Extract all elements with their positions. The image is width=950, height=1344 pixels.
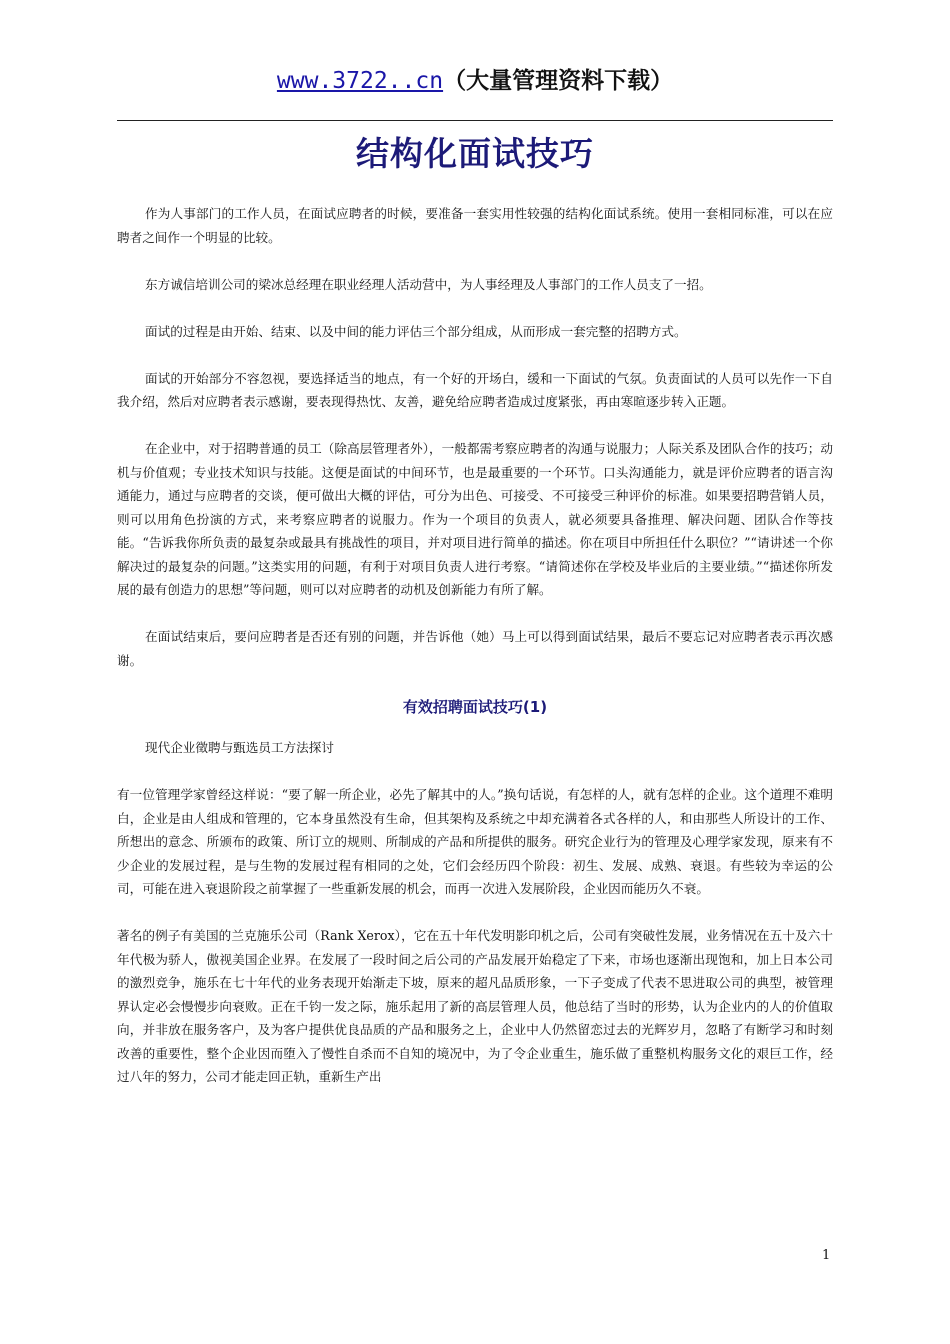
paragraph: 在面试结束后，要问应聘者是否还有别的问题，并告诉他（她）马上可以得到面试结果，最后不要忘记对应聘者表示再次感谢。 xyxy=(117,629,833,668)
paragraph: 面试的开始部分不容忽视，要选择适当的地点，有一个好的开场白，缓和一下面试的气氛。负责面试的人员可以先作一下自我介绍，然后对应聘者表示感谢，要表现得热忱、友善，避免给应聘者造成过度紧张，再由寒暄逐步转入正题。 xyxy=(117,370,833,409)
paragraph: 在企业中，对于招聘普通的员工（除高层管理者外），一般都需考察应聘者的沟通与说服力；人际关系及团队合作的技巧；动机与价值观；专业技术知识与技能。这便是面试的中间环节，也是最重要的一个环节。口头沟通能力，就是评价应聘者的语言沟通能力，通过与应聘者的交谈，便可做出大概的评估，可分为出色、可接受、不可接受三种评价的标准。如果要招聘营销人员，则可以用角色扮演的方式，来考察应聘者的说服力。作为一个项目的负责人，就必须要具备推理、解决问题、团队合作等技能。“告诉我你所负责的最复杂或最具有挑战性的项目，并对项目进行简单的描述。你在项目中所担任什么职位？”“请讲述一个你解决过的最复杂的问题。”这类实用的问题，有利于对项目负责人进行考察。“请简述你在学校及毕业后的主要业绩。”“描述你所发展的最有创造力的思想”等问题，则可以对应聘者的动机及创新能力有所了解。 xyxy=(117,441,833,597)
page-number: 1 xyxy=(822,1248,831,1263)
header-note: （大量管理资料下载） xyxy=(443,68,674,94)
paragraph: 著名的例子有美国的兰克施乐公司（Rank Xerox），它在五十年代发明影印机之后，公司有突破性发展，业务情况在五十及六十年代极为骄人，傲视美国企业界。在发展了一段时间之后公司的产品发展开始稳定了下来，市场也逐渐出现饱和，加上日本公司的激烈竞争，施乐在七十年代的业务表现开始渐走下坡，原来的超凡品质形象，一下子变成了代表不思进取公司的典型，被管理界认定必会慢慢步向衰败。正在千钧一发之际，施乐起用了新的高层管理人员，他总结了当时的形势，认为企业内的人的价值取向，并非放在服务客户，及为客户提供优良品质的产品和服务之上，企业中人仍然留恋过去的光辉岁月，忽略了有断学习和时刻改善的重要性，整个企业因而堕入了慢性自杀而不自知的境况中，为了令企业重生，施乐做了重整机构服务文化的艰巨工作，经过八年的努力，公司才能走回正轨，重新生产出 xyxy=(117,928,833,1084)
paragraph: 作为人事部门的工作人员，在面试应聘者的时候，要准备一套实用性较强的结构化面试系统。使用一套相同标准，可以在应聘者之间作一个明显的比较。 xyxy=(117,206,833,245)
paragraph: 有一位管理学家曾经这样说：“要了解一所企业，必先了解其中的人。”换句话说，有怎样的人，就有怎样的企业。这个道理不难明白，企业是由人组成和管理的，它本身虽然没有生命，但其架构及系统之中却充满着各式各样的人，和由那些人所设计的工作、所想出的意念、所颁布的政策、所订立的规则、所制成的产品和所提供的服务。研究企业行为的管理及心理学家发现，原来有不少企业的发展过程，是与生物的发展过程有相同的之处，它们会经历四个阶段：初生、发展、成熟、衰退。有些较为幸运的公司，可能在进入衰退阶段之前掌握了一些重新发展的机会，而再一次进入发展阶段，企业因而能历久不衰。 xyxy=(117,787,833,896)
page-header xyxy=(0,62,950,95)
site-link[interactable]: www.3722..cn xyxy=(276,68,444,94)
section-subtitle: 有效招聘面试技巧(1) xyxy=(402,697,548,716)
paragraph: 面试的过程是由开始、结束、以及中间的能力评估三个部分组成，从而形成一套完整的招聘方式。 xyxy=(145,323,687,339)
document-title: 结构化面试技巧 xyxy=(356,134,594,173)
document-body xyxy=(117,202,833,1089)
subtitle-line: 现代企业徵聘与甄选员工方法探讨 xyxy=(145,740,334,755)
header-divider xyxy=(117,120,833,121)
paragraph: 东方诚信培训公司的梁冰总经理在职业经理人活动营中，为人事经理及人事部门的工作人员支了一招。 xyxy=(145,276,712,292)
